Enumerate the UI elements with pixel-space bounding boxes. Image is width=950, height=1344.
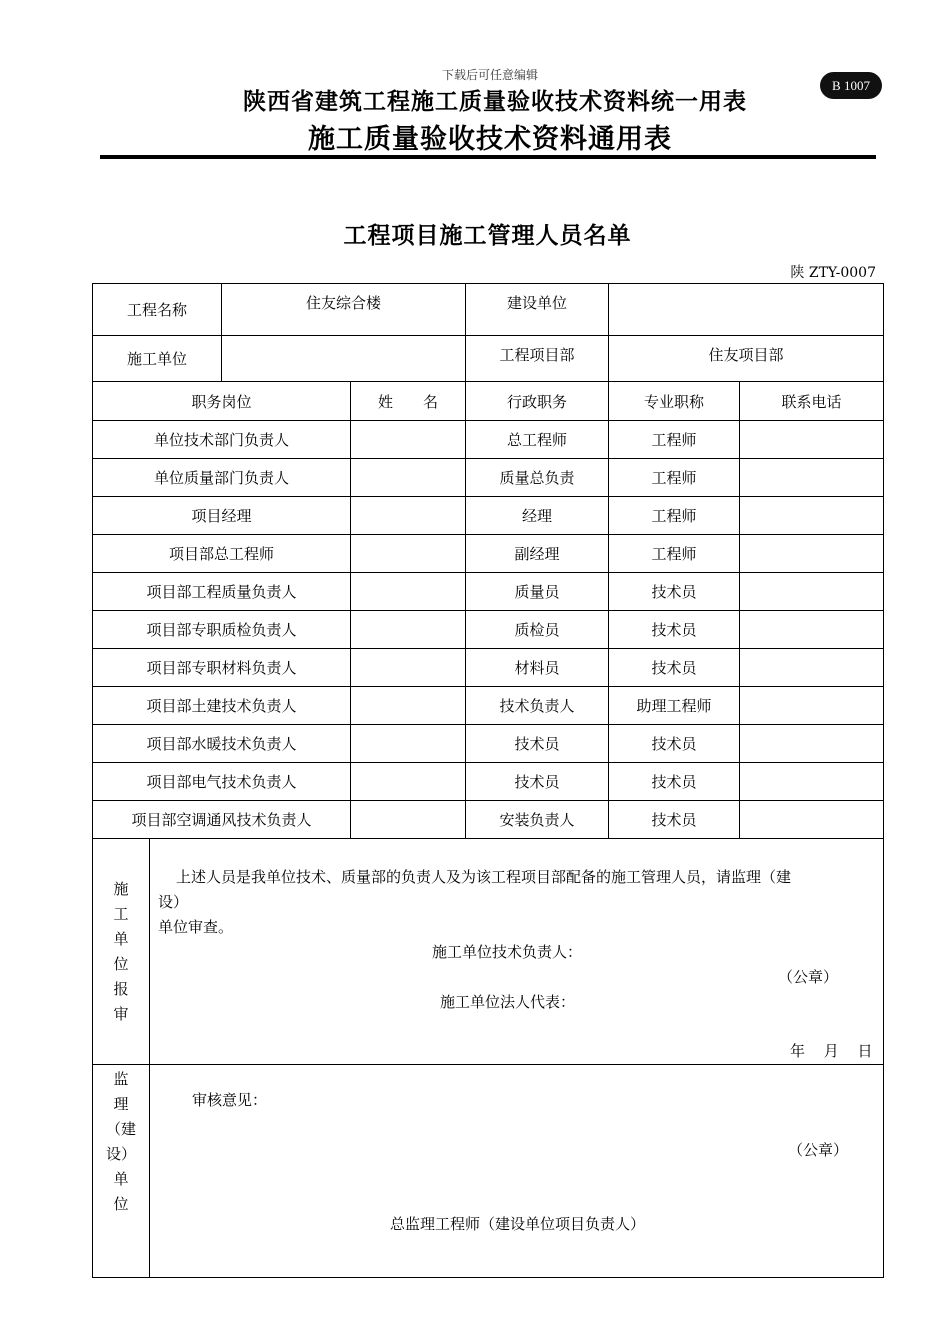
cell-professional-title: 工程师 <box>609 535 740 573</box>
header-title-line2: 施工质量验收技术资料通用表 <box>308 124 672 155</box>
submit-section <box>93 839 884 1065</box>
supervision-side-label: 监 理 （建 设） 单 位 <box>93 1065 150 1278</box>
contractor-value <box>222 336 466 382</box>
document-title: 工程项目施工管理人员名单 <box>343 222 632 249</box>
submit-statement <box>158 865 878 940</box>
cell-admin-role: 材料员 <box>466 649 609 687</box>
cell-professional-title: 工程师 <box>609 421 740 459</box>
legal-signer-label: 施工单位法人代表： <box>440 993 576 1011</box>
project-name-value: 住友综合楼 <box>222 284 466 336</box>
table-row <box>93 497 884 535</box>
header-position: 职务岗位 <box>93 382 351 421</box>
submit-side-label: 施 工 单 位 报 审 <box>93 839 150 1065</box>
contractor-label: 施工单位 <box>93 336 222 382</box>
cell-name <box>351 535 466 573</box>
supervision-seal: （公章） <box>788 1141 849 1159</box>
submit-seal: （公章） <box>778 968 839 986</box>
cell-admin-role: 质量总负责 <box>466 459 609 497</box>
cell-name <box>351 497 466 535</box>
cell-professional-title: 技术员 <box>609 801 740 839</box>
cell-professional-title: 技术员 <box>609 573 740 611</box>
cell-professional-title: 工程师 <box>609 497 740 535</box>
table-row <box>93 611 884 649</box>
tech-signer-label: 施工单位技术负责人： <box>432 943 583 961</box>
cell-admin-role: 经理 <box>466 497 609 535</box>
cell-name <box>351 801 466 839</box>
cell-admin-role: 质检员 <box>466 611 609 649</box>
cell-position: 项目部总工程师 <box>93 535 351 573</box>
cell-professional-title: 助理工程师 <box>609 687 740 725</box>
cell-admin-role: 技术员 <box>466 725 609 763</box>
header-name: 姓 名 <box>351 382 466 421</box>
cell-phone <box>740 497 884 535</box>
cell-phone <box>740 535 884 573</box>
header-professional-title: 专业职称 <box>609 382 740 421</box>
table-row <box>93 573 884 611</box>
cell-name <box>351 611 466 649</box>
owner-value <box>609 284 884 336</box>
statement-line3: 单位审查。 <box>158 918 234 936</box>
cell-admin-role: 安装负责人 <box>466 801 609 839</box>
cell-phone <box>740 687 884 725</box>
cell-position: 项目部工程质量负责人 <box>93 573 351 611</box>
table-row <box>93 763 884 801</box>
cell-position: 项目部电气技术负责人 <box>93 763 351 801</box>
cell-admin-role: 质量员 <box>466 573 609 611</box>
statement-line1: 上述人员是我单位技术、质量部的负责人及为该工程项目部配备的施工管理人员，请监理（建 <box>176 868 792 886</box>
cell-name <box>351 763 466 801</box>
cell-name <box>351 459 466 497</box>
cell-professional-title: 技术员 <box>609 763 740 801</box>
table-row <box>93 649 884 687</box>
cell-phone <box>740 649 884 687</box>
supervision-section <box>93 1065 884 1278</box>
cell-position: 项目部专职材料负责人 <box>93 649 351 687</box>
cell-position: 项目部专职质检负责人 <box>93 611 351 649</box>
table-row <box>93 687 884 725</box>
cell-position: 单位技术部门负责人 <box>93 421 351 459</box>
cell-phone <box>740 573 884 611</box>
cell-professional-title: 技术员 <box>609 649 740 687</box>
cell-name <box>351 687 466 725</box>
cell-phone <box>740 801 884 839</box>
submit-date: 年 月 日 <box>790 1042 873 1060</box>
cell-phone <box>740 459 884 497</box>
header-divider <box>100 155 876 159</box>
header-admin-role: 行政职务 <box>466 382 609 421</box>
dept-value: 住友项目部 <box>609 336 884 382</box>
cell-admin-role: 技术员 <box>466 763 609 801</box>
header-phone: 联系电话 <box>740 382 884 421</box>
cell-phone <box>740 421 884 459</box>
table-row <box>93 725 884 763</box>
cell-admin-role: 副经理 <box>466 535 609 573</box>
table-row <box>93 801 884 839</box>
cell-position: 项目部水暖技术负责人 <box>93 725 351 763</box>
table-row <box>93 421 884 459</box>
cell-phone <box>740 725 884 763</box>
cell-phone <box>740 611 884 649</box>
cell-professional-title: 技术员 <box>609 725 740 763</box>
info-row-contractor <box>93 336 884 382</box>
cell-name <box>351 725 466 763</box>
cell-professional-title: 技术员 <box>609 611 740 649</box>
project-name-label: 工程名称 <box>93 284 222 336</box>
table-header-row <box>93 382 884 421</box>
table-row <box>93 459 884 497</box>
cell-phone <box>740 763 884 801</box>
cell-position: 项目部空调通风技术负责人 <box>93 801 351 839</box>
table-row <box>93 535 884 573</box>
dept-label: 工程项目部 <box>466 336 609 382</box>
chief-engineer-label: 总监理工程师（建设单位项目负责人） <box>390 1215 646 1233</box>
cell-position: 项目经理 <box>93 497 351 535</box>
document-code: 陕 ZTY-0007 <box>790 265 876 281</box>
cell-position: 项目部土建技术负责人 <box>93 687 351 725</box>
info-row-project <box>93 284 884 336</box>
cell-name <box>351 421 466 459</box>
cell-position: 单位质量部门负责人 <box>93 459 351 497</box>
download-note: 下载后可任意编辑 <box>441 68 538 82</box>
statement-line2: 设） <box>158 893 189 911</box>
cell-admin-role: 技术负责人 <box>466 687 609 725</box>
form-badge: B 1007 <box>820 72 882 99</box>
owner-label: 建设单位 <box>466 284 609 336</box>
cell-name <box>351 649 466 687</box>
cell-name <box>351 573 466 611</box>
personnel-table <box>92 283 884 1278</box>
header-title-line1: 陕西省建筑工程施工质量验收技术资料统一用表 <box>243 88 747 115</box>
cell-professional-title: 工程师 <box>609 459 740 497</box>
review-opinion-label: 审核意见： <box>192 1091 268 1109</box>
cell-admin-role: 总工程师 <box>466 421 609 459</box>
